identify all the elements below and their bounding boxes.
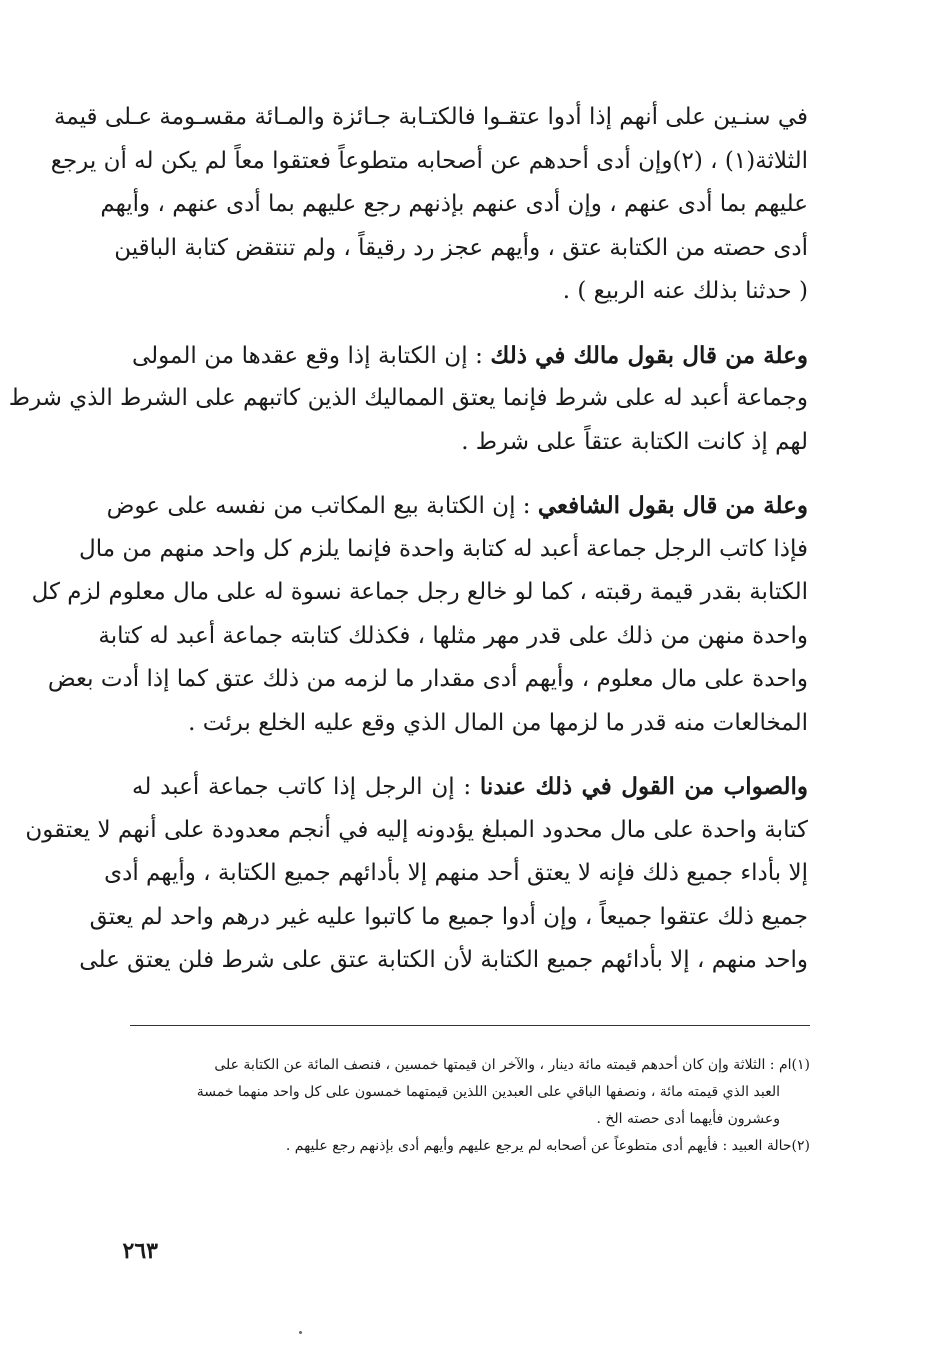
footnote-1: (١)ام : الثلاثة وإن كان أحدهم قيمته مائة دينار ، والآخر ان قيمتها خمسين ، فنصف المائة عن الكتابة على [214,1057,810,1073]
text-line-rest: : إن الكتابة بيع المكاتب من نفسه على عوض [106,493,538,519]
text-line: إلا بأداء جميع ذلك فإنه لا يعتق أحد منهم إلا بأدائهم جميع الكتابة ، وأيهم أدى [104,860,808,886]
main-text [8,96,808,1003]
paragraph-4 [25,765,808,983]
footnote-1-continued: العبد الذي قيمته مائة ، ونصفها الباقي على العبدين اللذين قيمتهما خمسون على كل واحد منهما خمسة [196,1084,780,1100]
text-line [106,484,808,528]
text-line: المخالعات منه قدر ما لزمها من المال الذي وقع عليه الخلع برئت . [188,709,808,736]
paragraph-2 [8,334,808,465]
paragraph-lead: والصواب من القول في ذلك عندنا [479,773,808,800]
text-line [132,765,808,809]
text-line [132,334,808,378]
paragraph-3 [31,484,808,745]
text-line: عليهم بما أدى عنهم ، وإن أدى عنهم بإذنهم رجع عليهم بما أدى عنهم ، وأيهم [100,191,808,217]
footnote-2: (٢)حالة العبيد : فأيهم أدى متطوعاً عن أصحابه لم يرجع عليهم وأيهم أدى بإذنهم رجع عليهم . [285,1138,810,1154]
text-line: واحدة منهن من ذلك على قدر مهر مثلها ، فكذلك كتابته جماعة أعبد له كتابة [98,622,808,649]
text-line: واحد منهم ، إلا بأدائهم جميع الكتابة لأن الكتابة عتق على شرط فلن يعتق على [79,947,808,973]
text-line-rest: : إن الكتابة إذا وقع عقدها من المولى [132,342,491,369]
text-line: جميع ذلك عتقوا جميعاً ، وإن أدوا جميع ما كاتبوا عليه غير درهم واحد لم يعتق [89,903,808,930]
footnotes [140,1052,810,1160]
text-line: الكتابة بقدر قيمة رقبته ، كما لو خالع رجل جماعة نسوة له على مال معلوم لزم كل [31,579,808,605]
footnote-1-continued: وعشرون فأيهما أدى حصته الخ . [596,1111,780,1127]
text-line-rest: : إن الرجل إذا كاتب جماعة أعبد له [132,774,480,800]
text-line: واحدة على مال معلوم ، وأيهم أدى مقدار ما لزمه من ذلك عتق كما إذا أدت بعض [47,666,808,692]
page-number: ٢٦٣ [122,1238,158,1264]
text-line: في سنـين على أنهم إذا أدوا عتقـوا فالكتـابة جـائزة والمـائة مقسـومة عـلى قيمة [53,104,808,130]
text-line: أدى حصته من الكتابة عتق ، وأيهم عجز رد رقيقاً ، ولم تنتقض كتابة الباقين [114,234,808,261]
paragraph-1 [50,96,808,314]
text-line: ( حدثنا بذلك عنه الربيع ) . [562,278,808,304]
text-line: لهم إذ كانت الكتابة عتقاً على شرط . [461,428,808,455]
scan-speck [299,1331,302,1334]
paragraph-lead: وعلة من قال بقول الشافعي [537,492,808,519]
text-line: كتابة واحدة على مال محدود المبلغ يؤدونه إليه في أنجم معدودة على أنهم لا يعتقون [25,816,808,843]
text-line: وجماعة أعبد له على شرط فإنما يعتق المماليك الذين كاتبهم على الشرط الذي شرط [8,385,808,411]
text-line: فإذا كاتب الرجل جماعة أعبد له كتابة واحدة فإنما يلزم كل واحد منهم من مال [78,535,808,562]
footnote-divider [130,1025,810,1026]
text-line: الثلاثة(١) ، (٢)وإن أدى أحدهم عن أصحابه متطوعاً فعتقوا معاً لم يكن له أن يرجع [50,147,808,174]
paragraph-lead: وعلة من قال بقول مالك في ذلك [490,341,808,369]
